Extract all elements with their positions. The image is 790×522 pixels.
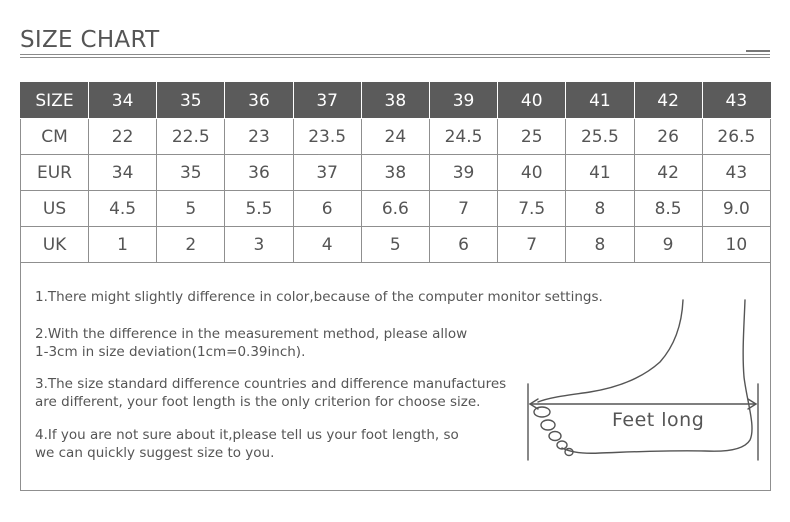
table-cell: 7: [498, 227, 566, 263]
table-cell: 7.5: [498, 191, 566, 227]
table-cell: 41: [566, 83, 634, 119]
table-cell: 4.5: [89, 191, 157, 227]
table-cell: 35: [157, 83, 225, 119]
table-cell: 3: [225, 227, 293, 263]
row-label: EUR: [21, 155, 89, 191]
table-cell: 7: [429, 191, 497, 227]
table-cell: 41: [566, 155, 634, 191]
table-cell: 43: [702, 83, 770, 119]
table-cell: 6: [429, 227, 497, 263]
table-cell: 38: [361, 83, 429, 119]
table-cell: 43: [702, 155, 770, 191]
table-cell: 22: [89, 119, 157, 155]
table-cell: 39: [429, 155, 497, 191]
table-row: [21, 119, 771, 155]
table-cell: 8: [566, 191, 634, 227]
row-label: UK: [21, 227, 89, 263]
table-cell: 2: [157, 227, 225, 263]
table-cell: 35: [157, 155, 225, 191]
table-cell: 22.5: [157, 119, 225, 155]
page-title: SIZE CHART: [20, 27, 160, 53]
size-table: [20, 82, 771, 263]
table-cell: 5.5: [225, 191, 293, 227]
table-cell: 23: [225, 119, 293, 155]
table-cell: 24.5: [429, 119, 497, 155]
title-rule-bottom: [20, 57, 770, 58]
row-label: CM: [21, 119, 89, 155]
table-cell: 25: [498, 119, 566, 155]
table-cell: 25.5: [566, 119, 634, 155]
table-cell: 6: [293, 191, 361, 227]
note-3: 3.The size standard difference countries and difference manufactures are different, your foot length is the only criterion for choose size.: [35, 376, 507, 410]
table-cell: 9: [634, 227, 702, 263]
table-cell: 5: [361, 227, 429, 263]
foot-measure-icon: [520, 292, 765, 467]
row-label: SIZE: [21, 83, 89, 119]
table-header-row: [21, 83, 771, 119]
note-2: 2.With the difference in the measurement method, please allow 1-3cm in size deviation(1cm=0.39inch).: [35, 326, 468, 360]
note-1: 1.There might slightly difference in color,because of the computer monitor settings.: [35, 289, 603, 305]
table-cell: 36: [225, 155, 293, 191]
table-cell: 24: [361, 119, 429, 155]
table-cell: 26: [634, 119, 702, 155]
feet-long-label: Feet long: [612, 409, 705, 431]
title-rule-top: [20, 54, 770, 55]
table-row: [21, 155, 771, 191]
table-cell: 26.5: [702, 119, 770, 155]
table-cell: 23.5: [293, 119, 361, 155]
note-4: 4.If you are not sure about it,please tell us your foot length, so we can quickly suggest size to you.: [35, 427, 459, 461]
table-cell: 1: [89, 227, 157, 263]
table-cell: 5: [157, 191, 225, 227]
table-cell: 4: [293, 227, 361, 263]
table-cell: 8: [566, 227, 634, 263]
table-cell: 37: [293, 83, 361, 119]
table-cell: 10: [702, 227, 770, 263]
table-cell: 39: [429, 83, 497, 119]
table-cell: 36: [225, 83, 293, 119]
table-cell: 40: [498, 155, 566, 191]
title-rule-accent: [746, 50, 770, 52]
table-cell: 38: [361, 155, 429, 191]
table-cell: 42: [634, 155, 702, 191]
table-cell: 40: [498, 83, 566, 119]
table-row: [21, 191, 771, 227]
table-row: [21, 227, 771, 263]
table-cell: 34: [89, 155, 157, 191]
table-cell: 6.6: [361, 191, 429, 227]
row-label: US: [21, 191, 89, 227]
table-cell: 37: [293, 155, 361, 191]
table-cell: 8.5: [634, 191, 702, 227]
table-cell: 42: [634, 83, 702, 119]
table-cell: 9.0: [702, 191, 770, 227]
table-cell: 34: [89, 83, 157, 119]
